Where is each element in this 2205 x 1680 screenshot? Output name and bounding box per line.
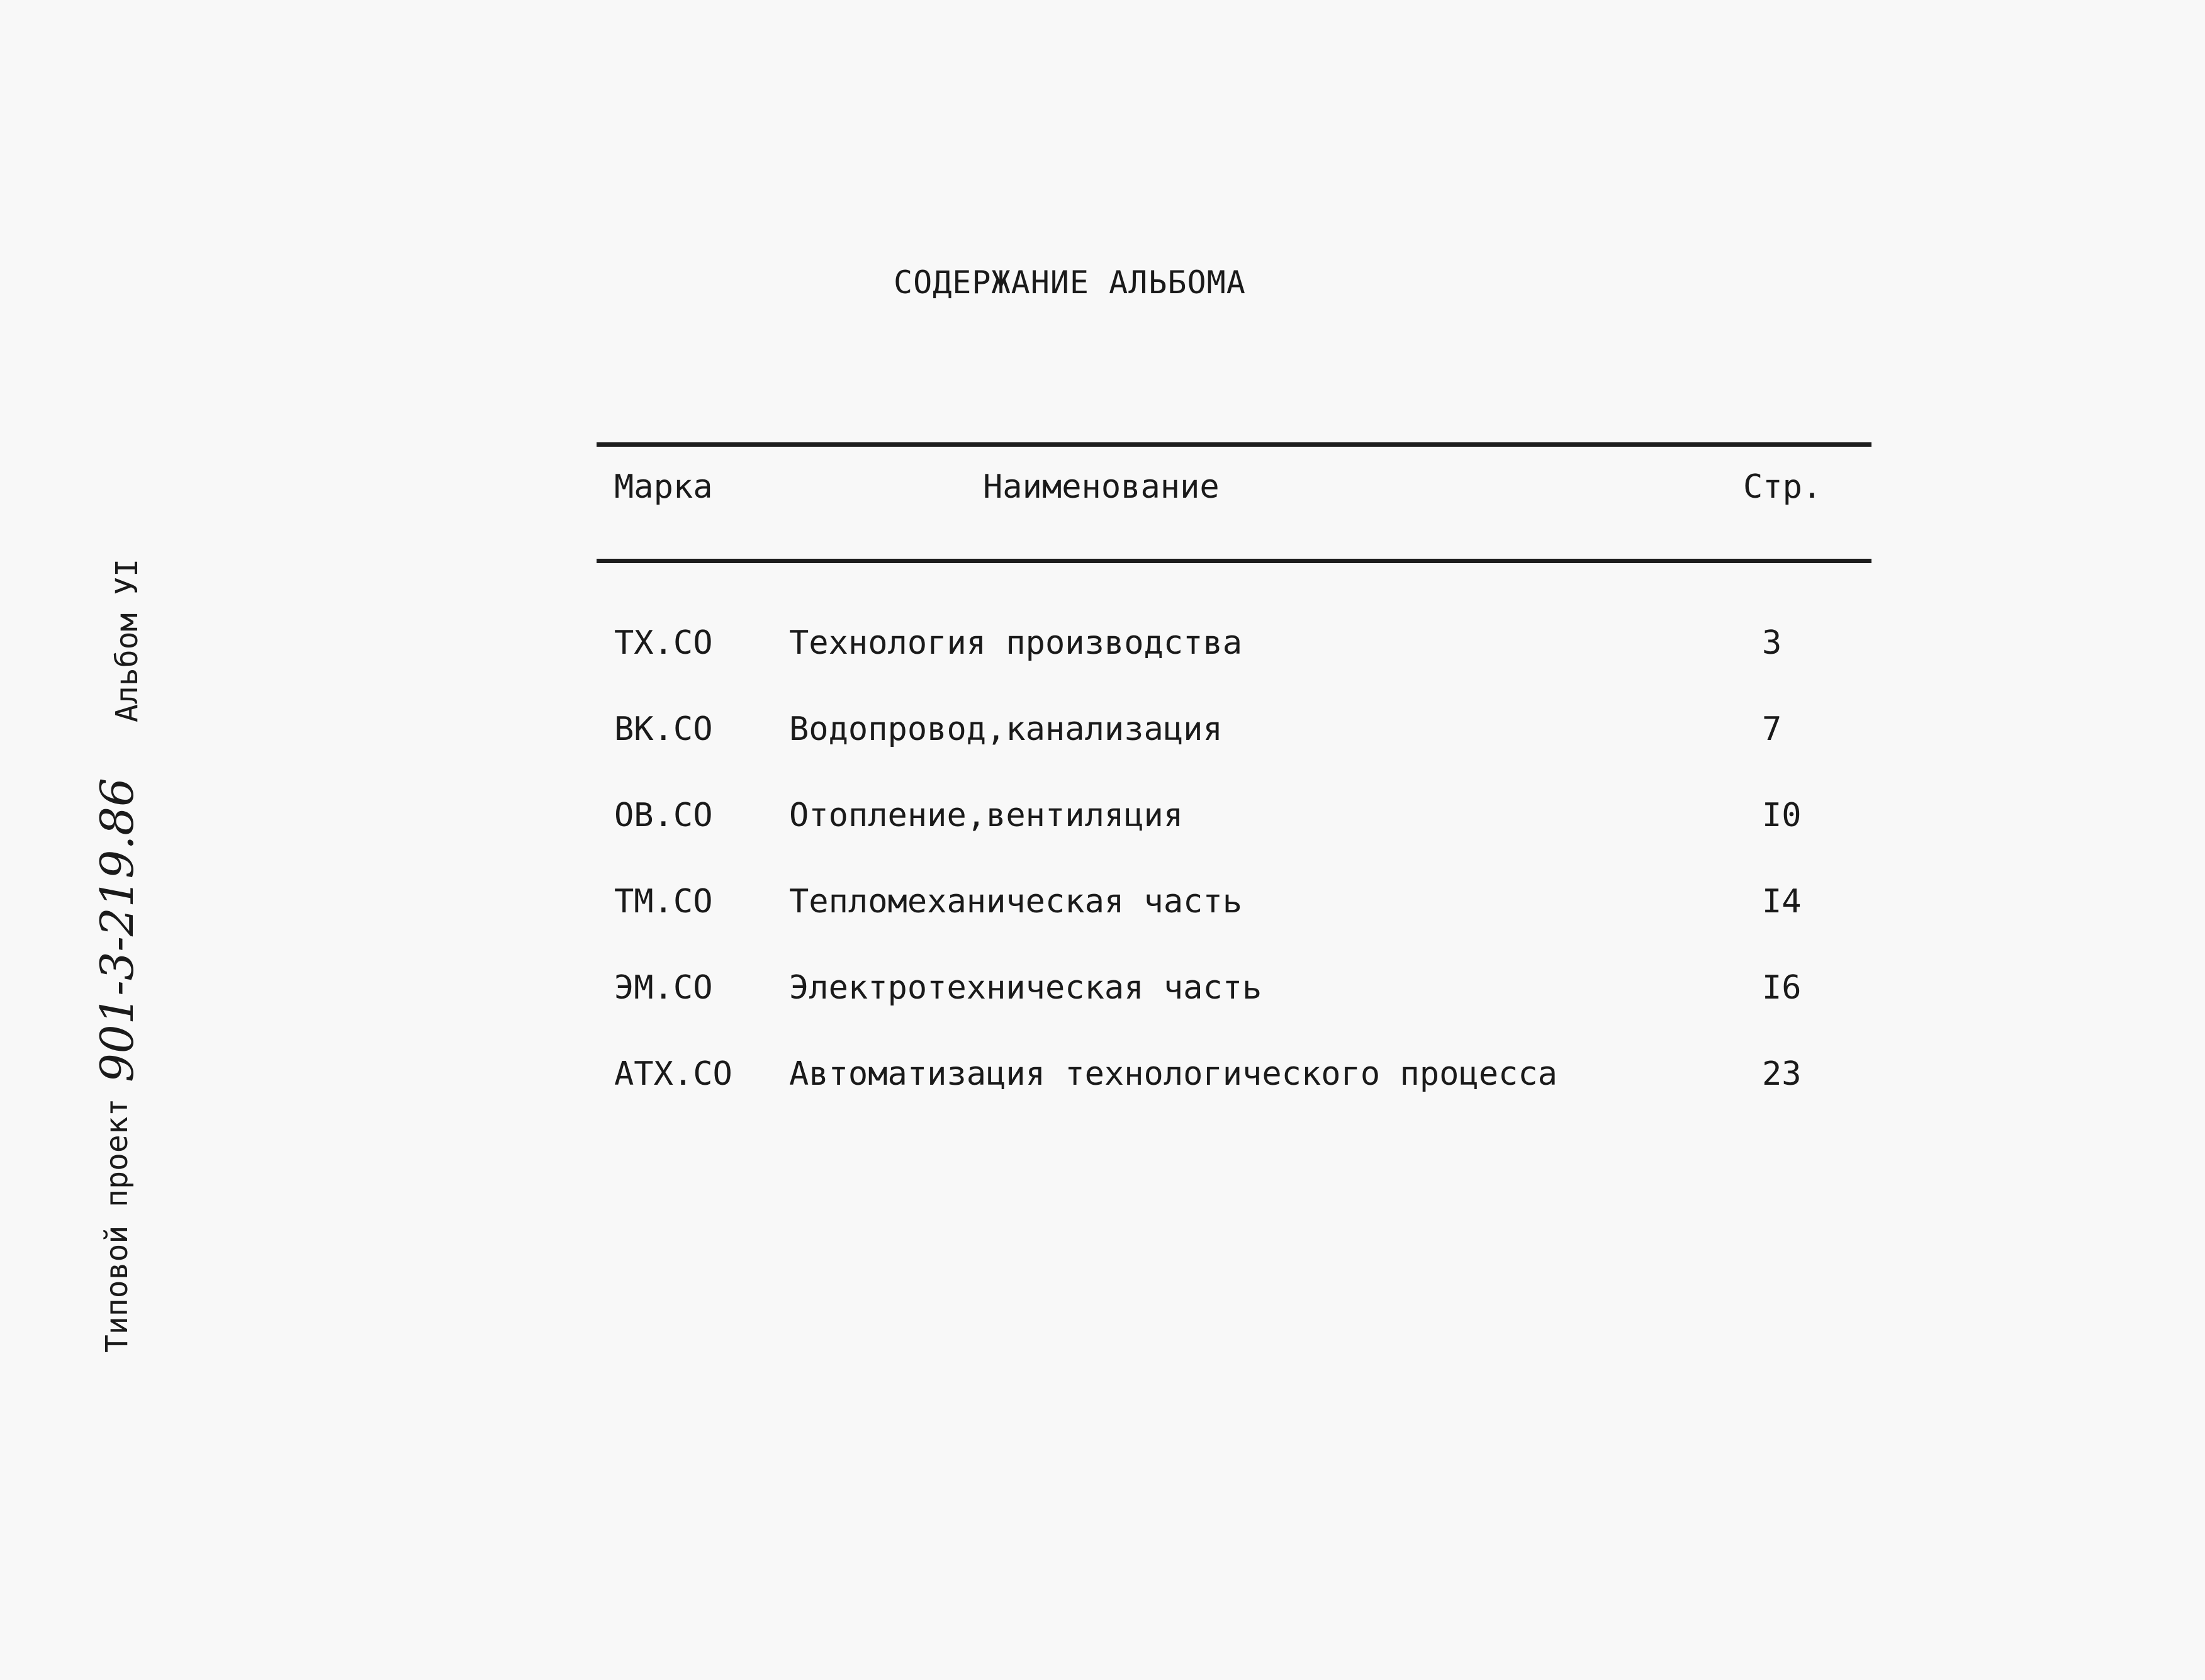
side-album: Альбом УI: [109, 558, 145, 722]
header-page: Стр.: [1743, 468, 1822, 506]
table-header-rule: [597, 559, 1871, 563]
row-code: ОВ.СО: [614, 797, 713, 834]
row-name: Электротехническая часть: [789, 969, 1262, 1007]
row-code: ТМ.СО: [614, 883, 713, 921]
row-name: Отопление,вентиляция: [789, 797, 1184, 834]
row-page: I6: [1762, 969, 1802, 1007]
row-name: Автоматизация технологического процесса: [789, 1055, 1557, 1093]
row-code: ТХ.СО: [614, 624, 713, 662]
row-code: ЭМ.СО: [614, 969, 713, 1007]
row-page: I0: [1762, 797, 1802, 834]
row-name: Тепломеханическая часть: [789, 883, 1243, 921]
table-top-rule: [597, 442, 1871, 447]
row-page: 3: [1762, 624, 1782, 662]
row-page: I4: [1762, 883, 1802, 921]
document-title: СОДЕРЖАНИЕ АЛЬБОМА: [894, 264, 1246, 301]
row-name: Водопровод,канализация: [789, 710, 1223, 748]
row-code: АТХ.СО: [614, 1055, 732, 1093]
side-typical-project: Типовой проект: [99, 1098, 135, 1353]
row-page: 23: [1762, 1055, 1802, 1093]
row-code: ВК.СО: [614, 710, 713, 748]
row-name: Технология производства: [789, 624, 1243, 662]
header-name: Наименование: [983, 468, 1220, 506]
side-project-number: 901-3-219.86: [91, 778, 143, 1082]
header-code: Марка: [614, 468, 713, 506]
row-page: 7: [1762, 710, 1782, 748]
